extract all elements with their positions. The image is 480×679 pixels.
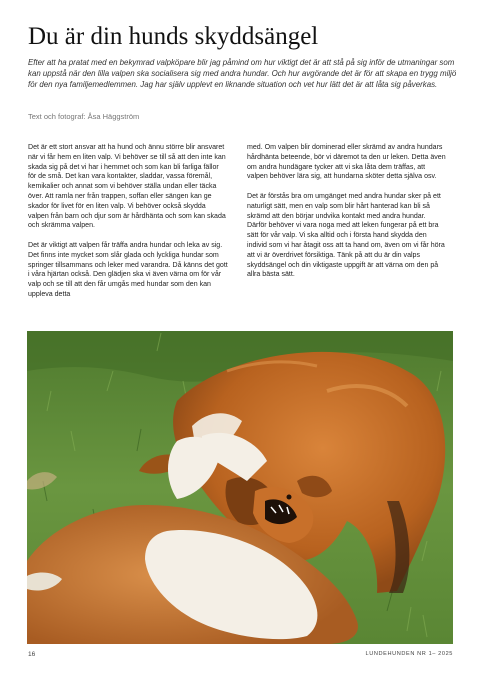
paragraph: Det är ett stort ansvar att ha hund och ännu större blir ansvaret när vi får hem en liten valp. Vi behöver se till så att den inte kan skada sig på det vi har i hemmet och som kan bli farliga fällor för de små. Det kan vara kontakter, sladdar, vassa föremål, kemikalier och annat som vi behöver ställa undan eller täcka över. Att ramla ner från trappen, soffan eller sängen kan ge skador för livet för en liten valp. Vi behöver också skydda valpen från barn och djur som är hårdhänta och som kan skada och skrämma valpen. [28, 144, 226, 230]
article-title: Du är din hunds skyddsängel [28, 23, 319, 50]
article-byline: Text och fotograf: Åsa Häggström [28, 112, 140, 121]
page-number: 16 [28, 651, 36, 658]
paragraph: Det är viktigt att valpen får träffa andra hundar och leka av sig. Det finns inte mycket som slår glada och lyckliga hundar som springer tillsammans och leker med varandra. Då känns det gott i våra hjärtan också. Den glädjen ska vi även värna om för vår valp och se till att den får umgås med hundar som den kan uppleva detta [28, 241, 228, 298]
paragraph: Det är förstås bra om umgänget med andra hundar sker på ett naturligt sätt, men en valp som blir hårt hanterad kan bli så skrämd att den börjar undvika kontakt med andra hundar. Därför behöver vi vara noga med att leken fungerar på ett bra sätt för vår valp. Vi ska alltid och i första hand skydda den individ som vi har åtagit oss att ta hand om, även om vi får höra att vi är överdrivet försiktiga. Tänk på att du är din valps skyddsängel och din viktigaste uppgift är att värna om den på allra bästa sätt. [247, 192, 445, 279]
dogs-photo [27, 331, 453, 644]
publication-footer: LUNDEHUNDEN NR 1– 2025 [365, 651, 453, 657]
paragraph: med. Om valpen blir dominerad eller skrämd av andra hundars hårdhänta beteende, bör vi däremot ta den ur leken. Detta även om andra hundägare tycker att vi ska låta dem träffas, att valpen behöver lära sig, att hundarna sköter detta själva osv. [247, 144, 446, 181]
article-column-right [247, 143, 447, 290]
article-lead: Efter att ha pratat med en bekymrad valpköpare blir jag påmind om hur viktigt det är att stå på sig inför de utmaningar som kan uppstå när den lilla valpen ska socialisera sig med andra hundar. Och hur avgörande det är för att skapa en trygg miljö för den nya familjemedlemmen. Jag har själv upplevt en liknande situation och vet hur lätt det är att låta sig påverkas. [28, 58, 457, 89]
article-column-left [28, 143, 228, 310]
dogs-photo-illustration [27, 331, 453, 644]
